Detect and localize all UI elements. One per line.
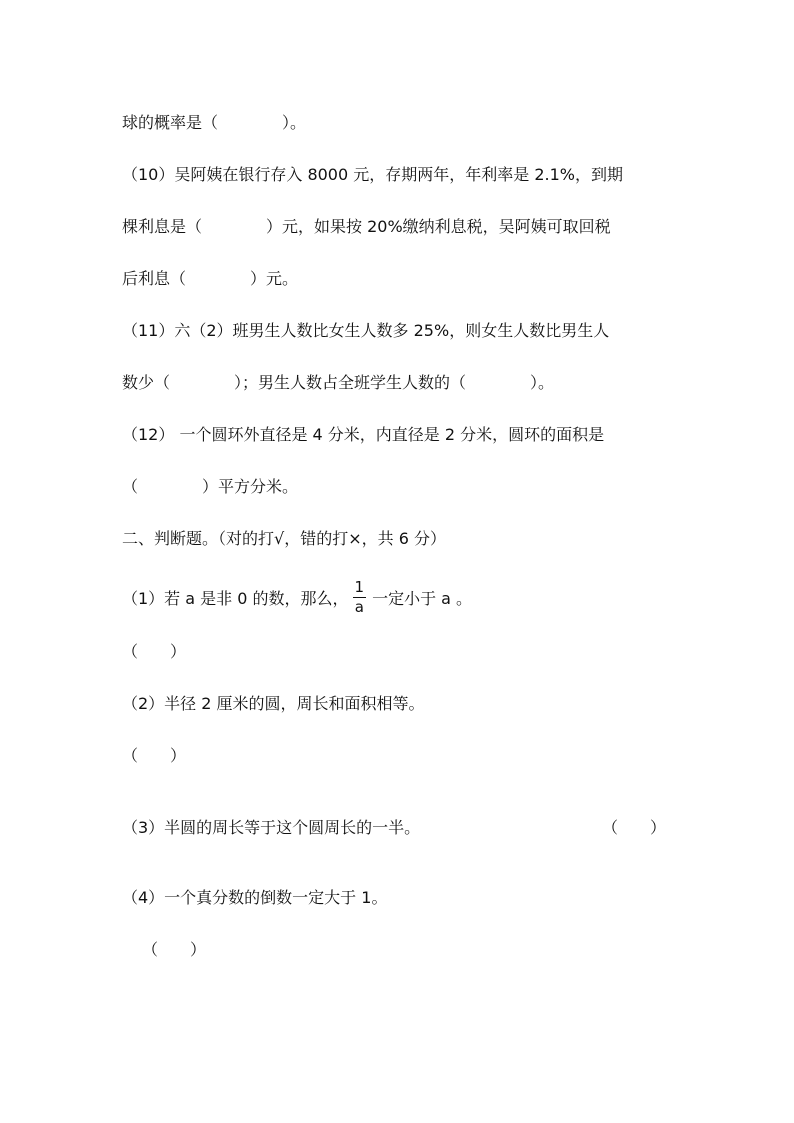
section-heading: 二、判断题。（对的打√，错的打×，共 6 分） bbox=[122, 529, 446, 548]
question-11-line-1: （11）六（2）班男生人数比女生人数多 25%，则女生人数比男生人 bbox=[122, 321, 610, 340]
question-10-line-2: 棵利息是（ ）元，如果按 20%缴纳利息税，吴阿姨可取回税 bbox=[122, 217, 611, 236]
answer-bracket-2: （ ） bbox=[122, 746, 187, 765]
answer-bracket-3: （ ） bbox=[602, 818, 667, 837]
fraction-denominator: a bbox=[354, 598, 364, 616]
judge-question-1-text-after: 一定小于 a 。 bbox=[372, 589, 473, 608]
judge-question-1 bbox=[122, 578, 473, 617]
question-12-line-1: （12） 一个圆环外直径是 4 分米，内直径是 2 分米，圆环的面积是 bbox=[122, 425, 605, 444]
question-11-line-2: 数少（ ）；男生人数占全班学生人数的（ ）。 bbox=[122, 373, 555, 392]
answer-bracket-1: （ ） bbox=[122, 642, 187, 661]
judge-question-2: （2）半径 2 厘米的圆，周长和面积相等。 bbox=[122, 694, 425, 713]
fraction-numerator: 1 bbox=[354, 578, 365, 596]
text-line: 球的概率是（ ）。 bbox=[122, 113, 307, 132]
judge-question-1-text: （1）若 a 是非 0 的数，那么， bbox=[122, 589, 349, 608]
answer-bracket-4: （ ） bbox=[142, 940, 207, 959]
question-10-line-3: 后利息（ ）元。 bbox=[122, 269, 299, 288]
judge-question-3: （3）半圆的周长等于这个圆周长的一半。 bbox=[122, 818, 421, 837]
fraction bbox=[353, 580, 367, 615]
question-12-line-2: （ ）平方分米。 bbox=[122, 477, 299, 496]
judge-question-4: （4）一个真分数的倒数一定大于 1。 bbox=[122, 888, 388, 907]
question-10-line-1: （10）吴阿姨在银行存入 8000 元，存期两年，年利率是 2.1%，到期 bbox=[122, 165, 623, 184]
